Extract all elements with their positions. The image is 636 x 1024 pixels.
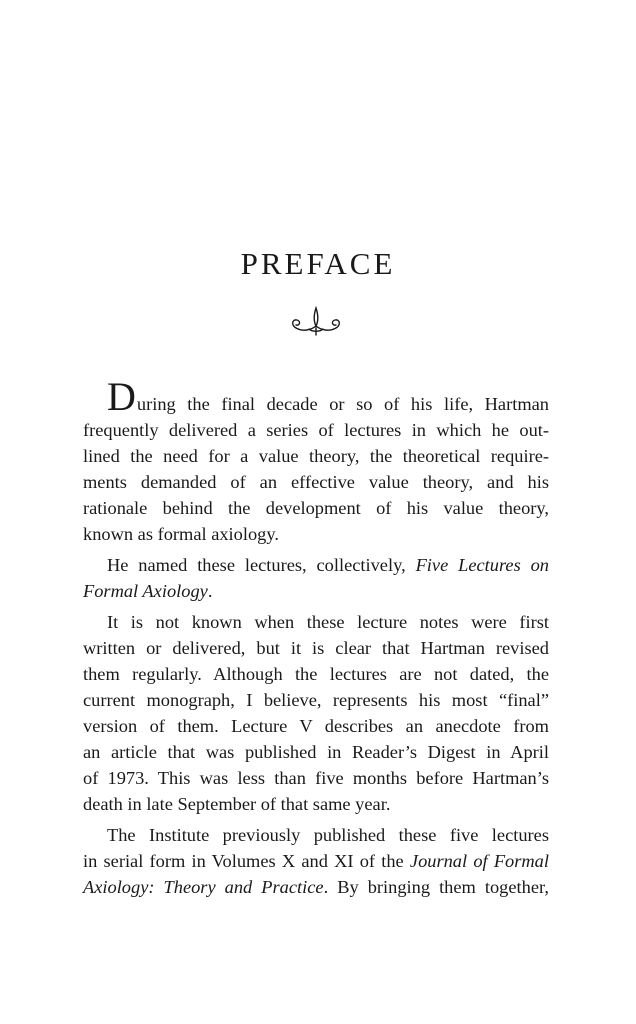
text-line: written or delivered, but it is clear that Hartman revised	[83, 638, 549, 658]
drop-cap: D	[107, 374, 136, 419]
text-line: rationale behind the development of his value theory,	[83, 498, 549, 518]
text-run: He named these lectures, collectively,	[107, 555, 416, 575]
text-line: It is not known when these lecture notes were first	[107, 612, 549, 632]
paragraph-line	[83, 578, 549, 604]
journal-title-italic: Axiology: Theory and Practice	[83, 877, 324, 897]
text-line: current monograph, I believe, represents his most “final”	[83, 690, 549, 710]
paragraph	[83, 822, 549, 900]
paragraph-line	[83, 552, 549, 578]
text-line: known as formal axiology.	[83, 524, 279, 544]
book-title-italic: Formal Axiology	[83, 581, 208, 601]
flourish-ornament-icon	[287, 304, 345, 340]
paragraph	[83, 374, 549, 547]
text-line: death in late September of that same year.	[83, 794, 391, 814]
paragraph-line	[83, 848, 549, 874]
preface-body	[83, 374, 550, 900]
book-title-italic: Five Lectures on	[415, 555, 550, 575]
text-line: frequently delivered a series of lectures in which he out-	[83, 420, 549, 440]
text-line: uring the final decade or so of his life, Hartman	[136, 394, 549, 414]
text-run: in serial form in Volumes X and XI of the	[83, 851, 410, 871]
text-line: them regularly. Although the lectures are not dated, the	[83, 664, 549, 684]
paragraph	[83, 609, 549, 817]
text-run: . By bringing them together,	[323, 877, 549, 897]
text-run: .	[207, 581, 213, 601]
text-line: of 1973. This was less than five months before Hartman’s	[83, 768, 549, 788]
paragraph-line	[83, 874, 549, 900]
journal-title-italic: Journal of Formal	[409, 851, 549, 871]
text-line: version of them. Lecture V describes an anecdote from	[83, 716, 549, 736]
text-line: The Institute previously published these five lectures	[107, 825, 549, 845]
text-line: ments demanded of an effective value theory, and his	[83, 472, 549, 492]
paragraph-line	[83, 374, 549, 419]
paragraph	[83, 552, 549, 604]
text-line: lined the need for a value theory, the theoretical require-	[83, 446, 549, 466]
text-line: an article that was published in Reader’s Digest in April	[83, 742, 549, 762]
page-title: PREFACE	[240, 246, 396, 281]
